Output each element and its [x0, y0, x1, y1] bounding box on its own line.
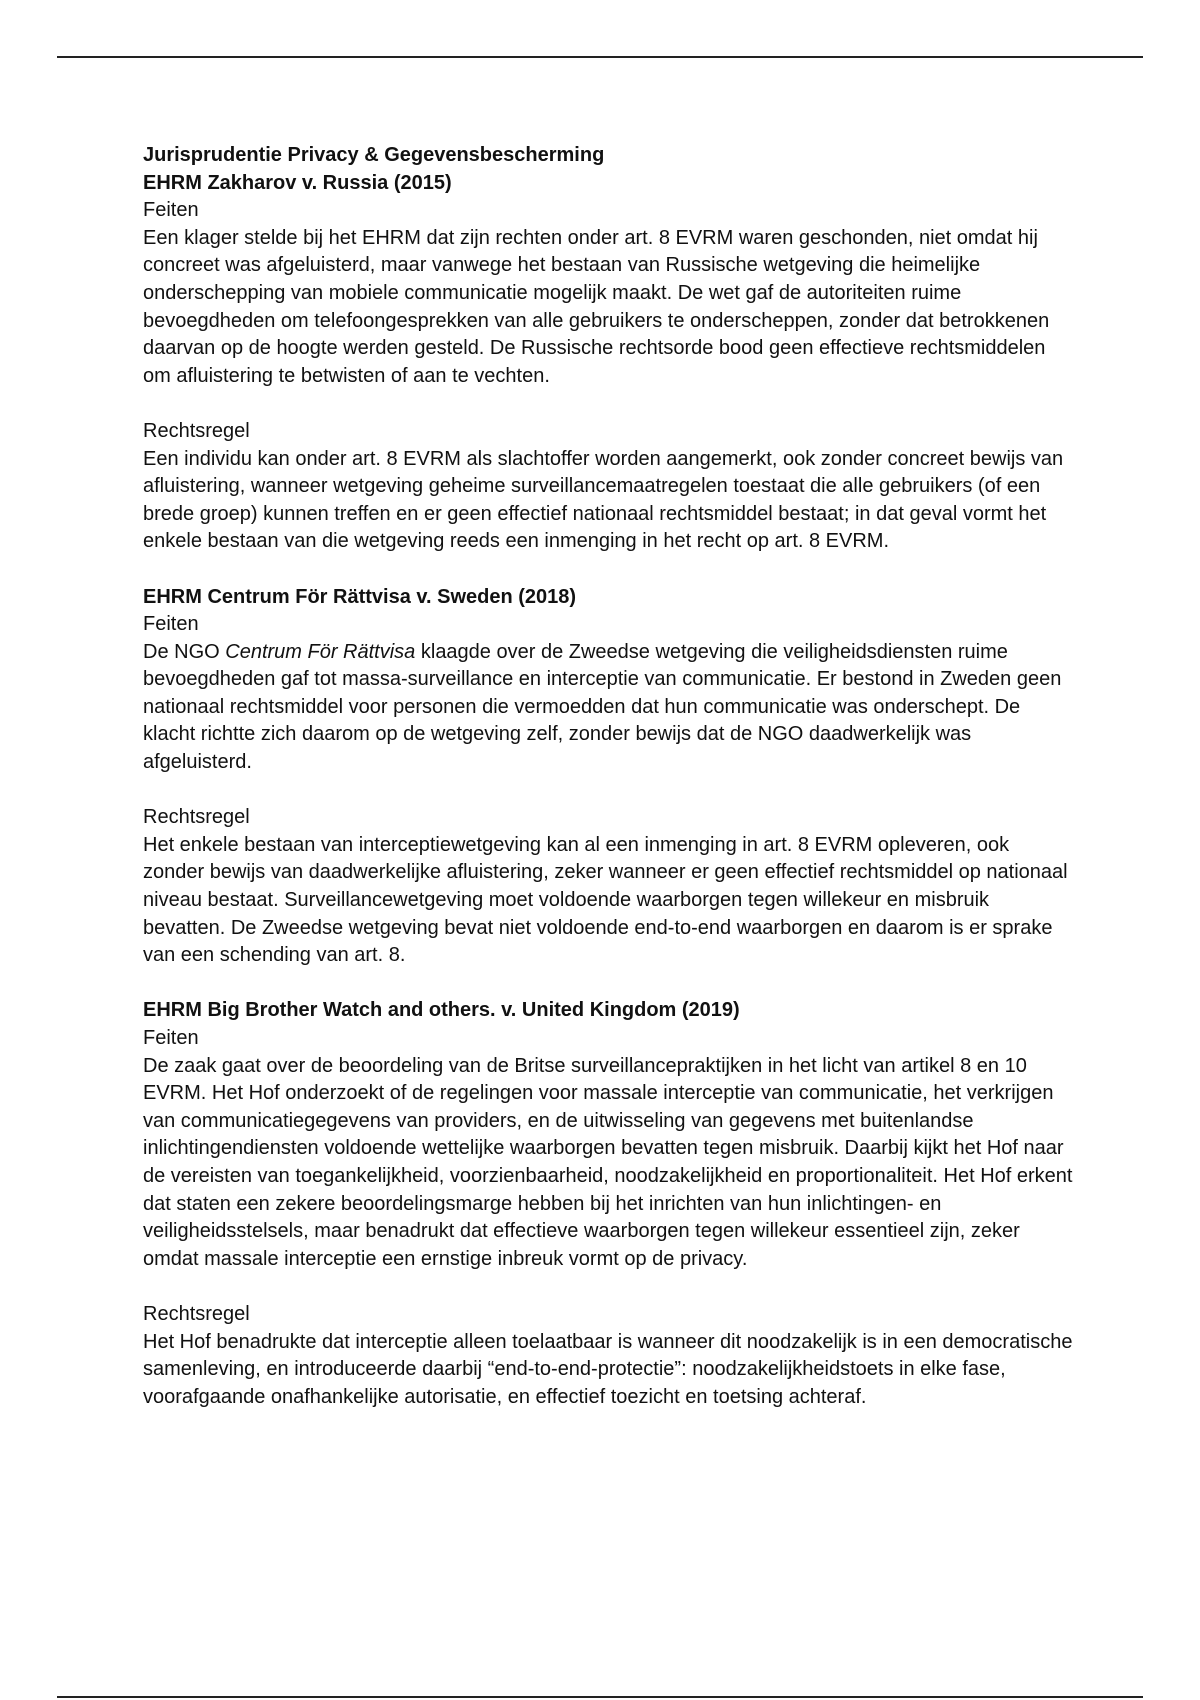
- case-title: EHRM Big Brother Watch and others. v. United Kingdom (2019): [143, 999, 740, 1022]
- footer-rule: [57, 1696, 1143, 1698]
- facts-heading: Feiten: [143, 199, 199, 222]
- rule-paragraph: Het enkele bestaan van interceptiewetgeving kan al een inmenging in art. 8 EVRM opleveren, ook zonder bewijs van daadwerkelijke afluistering, zeker wanneer er geen effectief rechtsmiddel op nationaal niveau bestaat. Surveillancewetgeving moet voldoende waarborgen tegen willekeur en misbruik bevatten. De Zweedse wetgeving bevat niet voldoende end-to-end waarborgen en daarom is er sprake van een schending van art. 8.: [143, 833, 1068, 967]
- facts-heading: Feiten: [143, 613, 199, 636]
- paragraph-spacer: [143, 777, 1073, 805]
- case-zakharov: [143, 170, 1073, 556]
- facts-rest: klaagde over de Zweedse wetgeving die veiligheidsdiensten ruime bevoegdheden gaf tot massa-surveillance en interceptie van communicatie. Er bestond in Zweden geen nationaal rechtsmiddel voor personen die vermoedden dat hun communicatie was onderschept. De klacht richtte zich daarom op de wetgeving zelf, zonder bewijs dat de NGO daadwerkelijk was afgeluisterd.: [143, 640, 1062, 774]
- section-spacer: [143, 556, 1073, 584]
- facts-paragraph: [143, 639, 1073, 777]
- case-centrum-for-rattvisa: [143, 584, 1073, 970]
- document-title: Jurisprudentie Privacy & Gegevensbescherming: [143, 144, 605, 166]
- header-rule: [57, 56, 1143, 58]
- rule-paragraph: Het Hof benadrukte dat interceptie alleen toelaatbaar is wanneer dit noodzakelijk is in een democratische samenleving, en introduceerde daarbij “end-to-end-protectie”: noodzakelijkheidstoets in elke fase, voorafgaande onafhankelijke autorisatie, en effectief toezicht en toetsing achteraf.: [143, 1330, 1073, 1408]
- rule-paragraph: Een individu kan onder art. 8 EVRM als slachtoffer worden aangemerkt, ook zonder concreet bewijs van afluistering, wanneer wetgeving geheime surveillancemaatregelen toestaat die alle gebruikers (of een brede groep) kunnen treffen en er geen effectief nationaal rechtsmiddel bestaat; in dat geval vormt het enkele bestaan van die wetgeving reeds een inmenging in het recht op art. 8 EVRM.: [143, 447, 1064, 553]
- facts-prefix: De NGO: [143, 640, 226, 663]
- rule-heading: Rechtsregel: [143, 806, 250, 829]
- case-title: EHRM Zakharov v. Russia (2015): [143, 171, 452, 194]
- facts-paragraph: Een klager stelde bij het EHRM dat zijn rechten onder art. 8 EVRM waren geschonden, niet omdat hij concreet was afgeluisterd, maar vanwege het bestaan van Russische wetgeving die heimelijke onderschepping van mobiele communicatie mogelijk maakt. De wet gaf de autoriteiten ruime bevoegdheden om telefoongesprekken van alle gebruikers te onderscheppen, zonder dat betrokkenen daarvan op de hoogte werden gesteld. De Russische rechtsorde bood geen effectieve rechtsmiddelen om afluistering te betwisten of aan te vechten.: [143, 226, 1050, 387]
- ngo-name: Centrum För Rättvisa: [225, 640, 416, 663]
- rule-heading: Rechtsregel: [143, 1302, 250, 1325]
- case-title: EHRM Centrum För Rättvisa v. Sweden (2018): [143, 585, 577, 608]
- facts-paragraph: De zaak gaat over de beoordeling van de Britse surveillancepraktijken in het licht van artikel 8 en 10 EVRM. Het Hof onderzoekt of de regelingen voor massale interceptie van communicatie, het verkrijgen van communicatiegegevens van providers, en de uitwisseling van gegevens met buitenlandse inlichtingendiensten voldoende wettelijke waarborgen bevatten tegen misbruik. Daarbij kijkt het Hof naar de vereisten van toegankelijkheid, voorzienbaarheid, noodzakelijkheid en proportionaliteit. Het Hof erkent dat staten een zekere beoordelingsmarge hebben bij het inrichten van hun inlichtingen- en veiligheidsstelsels, maar benadrukt dat effectieve waarborgen tegen willekeur essentieel zijn, zeker omdat massale interceptie een ernstige inbreuk vormt op de privacy.: [143, 1054, 1073, 1270]
- document-body: [143, 142, 1073, 1411]
- paragraph-spacer: [143, 1273, 1073, 1301]
- facts-heading: Feiten: [143, 1027, 199, 1049]
- rule-heading: Rechtsregel: [143, 419, 250, 442]
- section-spacer: [143, 970, 1073, 998]
- case-big-brother-watch: [143, 997, 1073, 1411]
- paragraph-spacer: [143, 390, 1073, 418]
